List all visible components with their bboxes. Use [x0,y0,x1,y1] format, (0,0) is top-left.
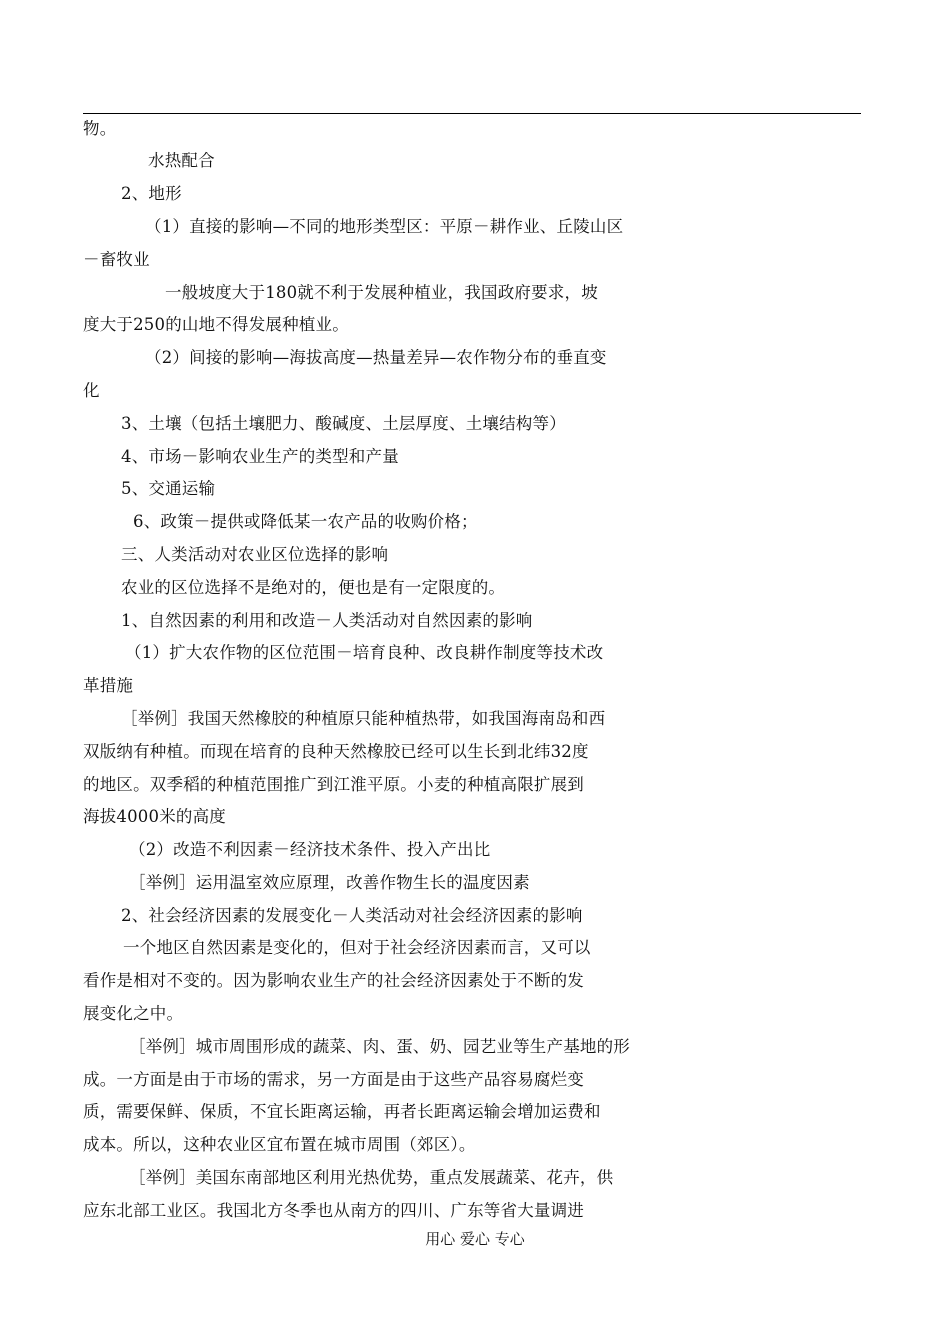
text-line: 应东北部工业区。我国北方冬季也从南方的四川、广东等省大量调进 [83,1201,584,1220]
text-line: 物。 [83,119,117,138]
text-line: 展变化之中。 [83,1004,184,1023]
text-line: 2、地形 [121,184,182,203]
text-line: （2）间接的影响—海拔高度—热量差异—农作物分布的垂直变 [145,348,607,367]
page-footer: 用心 爱心 专心 [425,1230,525,1248]
text-line: 5、交通运输 [121,479,216,498]
text-line: （1）扩大农作物的区位范围－培育良种、改良耕作制度等技术改 [125,643,604,662]
text-line: ［举例］城市周围形成的蔬菜、肉、蛋、奶、园艺业等生产基地的形 [129,1037,630,1056]
text-line: 4、市场－影响农业生产的类型和产量 [121,447,399,466]
text-line: 成。一方面是由于市场的需求，另一方面是由于这些产品容易腐烂变 [83,1070,584,1089]
text-line: （2）改造不利因素－经济技术条件、投入产出比 [129,840,491,859]
text-line: 双版纳有种植。而现在培育的良种天然橡胶已经可以生长到北纬32度 [83,742,589,761]
text-line: 看作是相对不变的。因为影响农业生产的社会经济因素处于不断的发 [83,971,584,990]
text-line: 革措施 [83,676,134,695]
text-line: 水热配合 [148,151,215,170]
text-line: 一般坡度大于180就不利于发展种植业，我国政府要求，坡 [165,283,598,302]
text-line: 的地区。双季稻的种植范围推广到江淮平原。小麦的种植高限扩展到 [83,775,584,794]
text-line: 2、社会经济因素的发展变化－人类活动对社会经济因素的影响 [121,906,583,925]
text-line: ［举例］我国天然橡胶的种植原只能种植热带，如我国海南岛和西 [121,709,606,728]
text-line: 3、土壤（包括土壤肥力、酸碱度、土层厚度、土壤结构等） [121,414,566,433]
header-rule [83,113,861,114]
text-line: 化 [83,381,100,400]
text-line: －畜牧业 [83,250,150,269]
text-line: ［举例］美国东南部地区利用光热优势，重点发展蔬菜、花卉，供 [129,1168,614,1187]
text-line: 一个地区自然因素是变化的，但对于社会经济因素而言，又可以 [123,938,591,957]
section-heading: 三、人类活动对农业区位选择的影响 [121,545,389,564]
text-line: 度大于250的山地不得发展种植业。 [83,315,349,334]
text-line: 质，需要保鲜、保质，不宜长距离运输，再者长距离运输会增加运费和 [83,1102,601,1121]
text-line: （1）直接的影响—不同的地形类型区：平原－耕作业、丘陵山区 [145,217,624,236]
text-line: 海拔4000米的高度 [83,807,226,826]
text-line: 6、政策－提供或降低某一农产品的收购价格； [133,512,478,531]
text-line: 农业的区位选择不是绝对的，便也是有一定限度的。 [121,578,506,597]
text-line: 成本。所以，这种农业区宜布置在城市周围（郊区）。 [83,1135,476,1154]
text-line: ［举例］运用温室效应原理，改善作物生长的温度因素 [129,873,530,892]
text-line: 1、自然因素的利用和改造－人类活动对自然因素的影响 [121,611,533,630]
